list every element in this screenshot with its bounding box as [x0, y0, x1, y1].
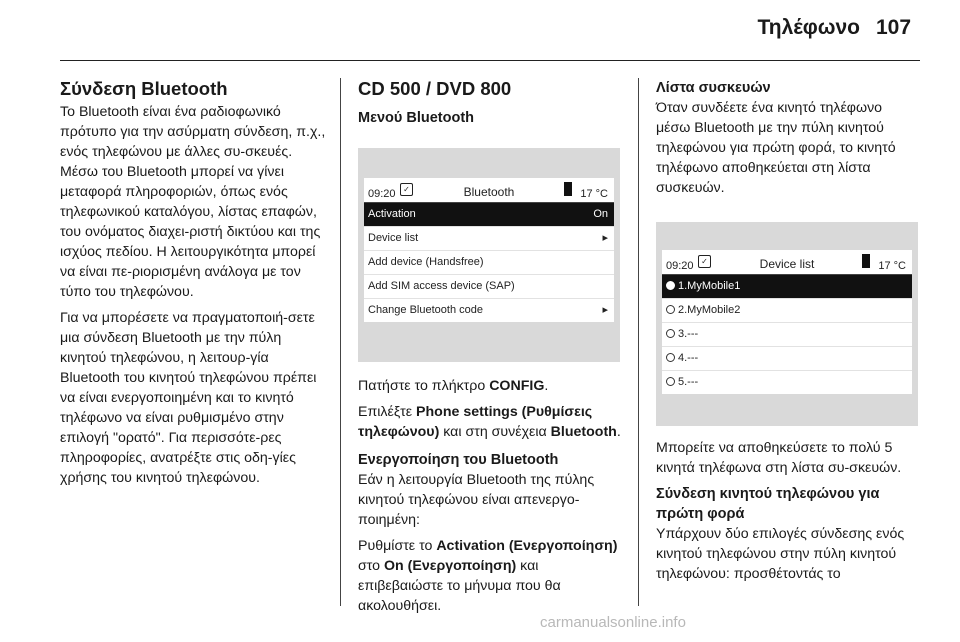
- connection-icon: ✓: [400, 183, 413, 196]
- device-item[interactable]: [662, 371, 912, 394]
- paragraph: Το Bluetooth είναι ένα ραδιοφωνικό πρότυπο για την ασύρματη σύνδεση, π.χ., ενός τηλεφώνου με άλλες συ-σκευές. Μέσω του Bluetooth μπορεί να γίνει μεταφορά πληροφοριών, όπως ενός τηλεφωνικού καταλόγου, λίστας επαφών, του ονόματος διαχει-ριστή δικτύου και της ισχύος πεδίου. Η λειτουργικότητα μπορεί να είναι πε-ριορισμένη ανάλογα με τον τύπο του τηλεφώνου.: [60, 104, 326, 300]
- radio-icon: [666, 353, 675, 362]
- radio-icon: [666, 329, 675, 338]
- chevron-right-icon: ▸: [602, 232, 608, 244]
- radio-icon: [666, 305, 675, 314]
- screen-title: Device list: [759, 257, 815, 271]
- device-item[interactable]: [662, 323, 912, 347]
- menu-item-add-sim[interactable]: [364, 275, 614, 299]
- menu-item-label: Change Bluetooth code: [368, 304, 483, 316]
- menu-item-label: Add device (Handsfree): [368, 256, 484, 268]
- temperature: 17 °C: [878, 260, 906, 272]
- section-heading-cd500: CD 500 / DVD 800: [358, 78, 512, 99]
- subheading-bluetooth-menu: Μενού Bluetooth: [358, 110, 474, 126]
- device-list-screenshot: [656, 222, 918, 426]
- menu-item-add-device[interactable]: [364, 251, 614, 275]
- paragraph-config: Πατήστε το πλήκτρο CONFIG.: [358, 378, 549, 394]
- subheading-activate: Ενεργοποίηση του Bluetooth: [358, 452, 559, 468]
- paragraph-activation: Ρυθμίστε το Activation (Ενεργοποίηση) στο On (Ενεργοποίηση) και επιβεβαιώστε το μήνυμα που θα ακολουθήσει.: [358, 538, 618, 614]
- menu-item-label: Activation: [368, 208, 416, 220]
- screen-status-bar: [662, 250, 912, 275]
- column-1: [60, 78, 328, 494]
- paragraph: Εάν η λειτουργία Bluetooth της πύλης κινητού τηλεφώνου είναι απενεργο-ποιημένη:: [358, 472, 595, 528]
- screen-status-bar: [364, 178, 614, 203]
- connection-icon: ✓: [698, 255, 711, 268]
- phone-icon: [862, 254, 870, 268]
- header-rule: [60, 60, 920, 61]
- device-item[interactable]: [662, 275, 912, 299]
- page-header-title: Τηλέφωνο: [757, 16, 860, 39]
- subheading-first-connection: Σύνδεση κινητού τηλεφώνου για πρώτη φορά: [656, 486, 880, 522]
- bluetooth-menu-screenshot: [358, 148, 620, 362]
- column-2: [358, 78, 626, 622]
- page-number: 107: [876, 16, 912, 39]
- menu-item-label: Device list: [368, 232, 419, 244]
- section-heading-bluetooth: Σύνδεση Bluetooth: [60, 78, 228, 99]
- subheading-device-list: Λίστα συσκευών: [656, 80, 771, 96]
- clock: 09:20: [368, 188, 396, 200]
- paragraph: Όταν συνδέετε ένα κινητό τηλέφωνο μέσω Bluetooth με την πύλη κινητού τηλεφώνου για πρώτη φορά, το κινητό τηλέφωνο αποθηκεύεται στη λίστα συσκευών.: [656, 100, 896, 196]
- screen-title: Bluetooth: [463, 185, 515, 199]
- device-label: 1.MyMobile1: [678, 280, 741, 292]
- display-screen: [364, 178, 614, 322]
- watermark: carmanualsonline.info: [540, 614, 686, 631]
- column-divider-2: [638, 78, 639, 606]
- device-item[interactable]: [662, 299, 912, 323]
- clock: 09:20: [666, 260, 694, 272]
- device-label: 4.---: [678, 352, 699, 364]
- menu-item-activation[interactable]: [364, 203, 614, 227]
- menu-item-label: Add SIM access device (SAP): [368, 280, 515, 292]
- menu-item-device-list[interactable]: [364, 227, 614, 251]
- chevron-right-icon: ▸: [602, 304, 608, 316]
- radio-icon: [666, 377, 675, 386]
- menu-item-value: On: [593, 208, 608, 220]
- device-label: 3.---: [678, 328, 699, 340]
- device-label: 5.---: [678, 376, 699, 388]
- phone-icon: [564, 182, 572, 196]
- paragraph: Για να μπορέσετε να πραγματοποιή-σετε μια σύνδεση Bluetooth με την πύλη κινητού τηλεφώνου, η λειτουρ-γία Bluetooth του κινητού τηλεφώνου πρέπει να είναι ενεργοποιημένη και το κινητό τηλέφωνο να είναι ρυθμισμένο στην επιλογή "ορατό". Για περισσότε-ρες πληροφορίες, ανατρέξτε στις οδη-γίες χρήσης του κινητού τηλεφώνου.: [60, 310, 317, 486]
- radio-icon: [666, 281, 675, 290]
- paragraph: Υπάρχουν δύο επιλογές σύνδεσης ενός κινητού τηλεφώνου στην πύλη κινητού τηλεφώνου: προσθέτοντάς το: [656, 526, 905, 582]
- paragraph-select: Επιλέξτε Phone settings (Ρυθμίσεις τηλεφώνου) και στη συνέχεια Bluetooth.: [358, 404, 621, 440]
- temperature: 17 °C: [580, 188, 608, 200]
- menu-item-change-code[interactable]: [364, 299, 614, 322]
- device-item[interactable]: [662, 347, 912, 371]
- column-divider-1: [340, 78, 341, 606]
- paragraph: Μπορείτε να αποθηκεύσετε το πολύ 5 κινητά τηλέφωνα στη λίστα συ-σκευών.: [656, 440, 902, 476]
- device-label: 2.MyMobile2: [678, 304, 741, 316]
- column-3: [656, 78, 920, 590]
- display-screen: [662, 250, 912, 394]
